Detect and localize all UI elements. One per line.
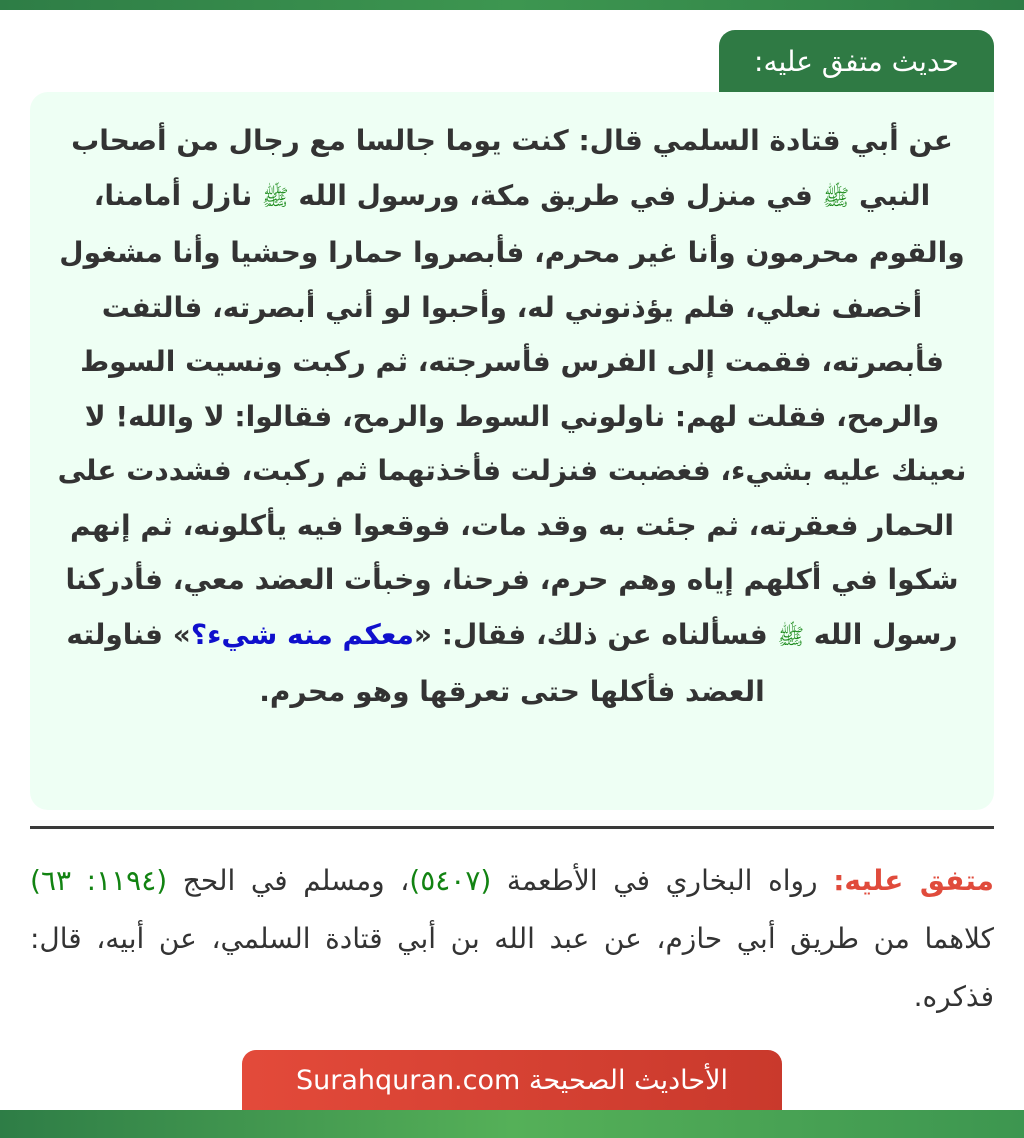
source-text: ، ومسلم في الحج <box>167 864 410 897</box>
hadith-text <box>48 114 976 720</box>
hadith-segment: فسألناه عن ذلك، فقال: « <box>413 617 778 651</box>
pbuh-icon: ﷺ <box>262 185 289 211</box>
bottom-green-bar <box>0 1110 1024 1138</box>
source-citation <box>30 852 994 1026</box>
hadith-text-box <box>30 92 994 810</box>
pbuh-icon: ﷺ <box>777 624 805 650</box>
hadith-segment: في منزل في طريق مكة، ورسول الله <box>288 178 823 212</box>
section-divider <box>30 826 994 829</box>
prophet-quote: معكم منه شيء؟ <box>190 617 414 651</box>
pbuh-icon: ﷺ <box>822 185 850 211</box>
site-brand-badge[interactable] <box>242 1050 782 1110</box>
source-text: رواه البخاري في الأطعمة <box>491 864 834 897</box>
bukhari-reference: (٥٤٠٧) <box>409 864 492 897</box>
hadith-segment: عن أبي قتادة السلمي قال: كنت يوما جالسا مع رجال من أصحاب النبي <box>71 124 953 212</box>
hadith-segment: » فناولته العضد فأكلها حتى تعرقها وهو محرم. <box>66 617 765 708</box>
hadith-title: حديث متفق عليه: <box>754 44 959 78</box>
source-text: كلاهما من طريق أبي حازم، عن عبد الله بن أبي قتادة السلمي، عن أبيه، قال: فذكره. <box>30 922 994 1013</box>
muslim-reference: (١١٩٤: ٦٣) <box>30 864 168 897</box>
hadith-title-badge <box>719 30 994 92</box>
top-green-bar <box>0 0 1024 10</box>
source-label: متفق عليه: <box>833 864 994 897</box>
hadith-segment: نازل أمامنا، والقوم محرمون وأنا غير محرم، فأبصروا حمارا وحشيا وأنا مشغول أخصف نعلي، فلم يؤذنوني له، وأحبوا لو أني أبصرته، فالتفت فأبصرته، فقمت إلى الفرس فأسرجته، ثم ركبت ونسيت السوط والرمح، فقلت لهم: ناولوني السوط والرمح، فقالوا: لا والله! لا نعينك عليه بشيء، فغضبت فنزلت فأخذتهما ثم ركبت، فشددت على الحمار فعقرته، ثم جئت به وقد مات، فوقعوا فيه يأكلونه، ثم إنهم شكوا في أكلهم إياه وهم حرم، فرحنا، وخبأت العضد معي، فأدركنا رسول الله <box>57 178 967 651</box>
site-brand-label: الأحاديث الصحيحة Surahquran.com <box>296 1064 728 1096</box>
